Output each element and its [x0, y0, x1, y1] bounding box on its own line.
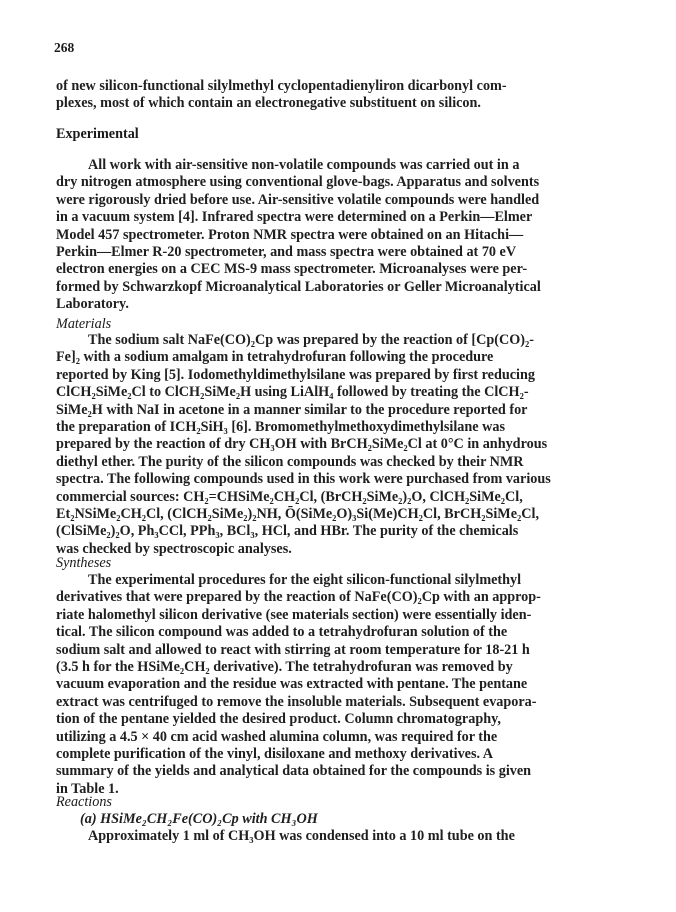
- experimental-heading: Experimental: [56, 126, 139, 142]
- text-line: Approximately 1 ml of CH₃OH was condensed into a 10 ml tube on the: [88, 828, 515, 845]
- text-line: electron energies on a CEC MS-9 mass spectrometer. Microanalyses were per-: [56, 261, 528, 278]
- text-line: utilizing a 4.5 × 40 cm acid washed alumina column, was required for the: [56, 728, 498, 745]
- reactions-paragraph: [56, 811, 624, 846]
- text-line: The experimental procedures for the eight silicon-functional silylmethyl: [88, 572, 522, 588]
- text-line: formed by Schwarzkopf Microanalytical Laboratories or Geller Microanalytical: [56, 278, 541, 295]
- text-line: (ClSiMe₂)₂O, Ph₃CCl, PPh₃, BCl₃, HCl, and HBr. The purity of the chemicals: [56, 523, 519, 540]
- syntheses-heading: Syntheses: [56, 555, 112, 571]
- text-line: spectra. The following compounds used in this work were purchased from various: [56, 471, 551, 488]
- text-line: derivatives that were prepared by the reaction of NaFe(CO)₂Cp with an approp-: [56, 589, 541, 606]
- text-line: were rigorously dried before use. Air-sensitive volatile compounds were handled: [56, 191, 540, 208]
- reaction-subheading: (a) HSiMe₂CH₂Fe(CO)₂Cp with CH₃OH: [80, 811, 318, 827]
- text-line: riate halomethyl silicon derivative (see materials section) were essentially iden-: [56, 606, 532, 623]
- text-line: SiMe₂H with NaI in acetone in a manner similar to the procedure reported for: [56, 401, 528, 418]
- text-line: Et₂NSiMe₂CH₂Cl, (ClCH₂SiMe₂)₂NH, Ō(SiMe₂O)₃Si(Me)CH₂Cl, BrCH₂SiMe₂Cl,: [56, 505, 539, 522]
- experimental-paragraph: [56, 157, 624, 314]
- intro-paragraph: [56, 78, 624, 113]
- page-number: 268: [54, 40, 75, 55]
- materials-heading: Materials: [56, 316, 112, 332]
- text-line: Laboratory.: [56, 296, 129, 313]
- text-line: Fe]₂ with a sodium amalgam in tetrahydrofuran following the procedure: [56, 349, 494, 366]
- text-line: All work with air-sensitive non-volatile compounds was carried out in a: [88, 157, 520, 173]
- text-line: extract was centrifuged to remove the insoluble materials. Subsequent evapora-: [56, 693, 537, 710]
- text-line: in a vacuum system [4]. Infrared spectra were determined on a Perkin—Elmer: [56, 209, 533, 226]
- text-line: plexes, most of which contain an electronegative substituent on silicon.: [56, 95, 481, 112]
- text-line: The sodium salt NaFe(CO)₂Cp was prepared by the reaction of [Cp(CO)₂-: [88, 332, 534, 348]
- text-line: commercial sources: CH₂=CHSiMe₂CH₂Cl, (BrCH₂SiMe₂)₂O, ClCH₂SiMe₂Cl,: [56, 488, 523, 505]
- text-line: (3.5 h for the HSiMe₂CH₂ derivative). The tetrahydrofuran was removed by: [56, 658, 513, 675]
- materials-paragraph: [56, 332, 624, 558]
- text-line: tical. The silicon compound was added to a tetrahydrofuran solution of the: [56, 624, 508, 641]
- text-line: was checked by spectroscopic analyses.: [56, 540, 292, 557]
- text-line: summary of the yields and analytical data obtained for the compounds is given: [56, 763, 532, 780]
- text-line: reported by King [5]. Iodomethyldimethylsilane was prepared by first reducing: [56, 366, 535, 383]
- text-line: of new silicon-functional silylmethyl cyclopentadienyliron dicarbonyl com-: [56, 78, 507, 94]
- text-line: ClCH₂SiMe₂Cl to ClCH₂SiMe₂H using LiAlH₄ followed by treating the ClCH₂-: [56, 384, 529, 401]
- text-line: in Table 1.: [56, 780, 119, 797]
- text-line: vacuum evaporation and the residue was extracted with pentane. The pentane: [56, 676, 528, 693]
- text-line: Perkin—Elmer R-20 spectrometer, and mass spectra were obtained at 70 eV: [56, 243, 517, 260]
- text-line: diethyl ether. The purity of the silicon compounds was checked by their NMR: [56, 453, 524, 470]
- text-line: Model 457 spectrometer. Proton NMR spectra were obtained on an Hitachi—: [56, 226, 524, 243]
- text-line: the preparation of ICH₂SiH₃ [6]. Bromomethylmethoxydimethylsilane was: [56, 418, 505, 435]
- syntheses-paragraph: [56, 572, 624, 798]
- reactions-heading: Reactions: [56, 794, 112, 810]
- text-line: dry nitrogen atmosphere using conventional glove-bags. Apparatus and solvents: [56, 174, 540, 191]
- text-line: complete purification of the vinyl, disiloxane and methoxy derivatives. A: [56, 745, 494, 762]
- text-line: tion of the pentane yielded the desired product. Column chromatography,: [56, 711, 501, 728]
- text-line: prepared by the reaction of dry CH₃OH with BrCH₂SiMe₂Cl at 0°C in anhydrous: [56, 436, 548, 453]
- text-line: sodium salt and allowed to react with stirring at room temperature for 18-21 h: [56, 641, 530, 658]
